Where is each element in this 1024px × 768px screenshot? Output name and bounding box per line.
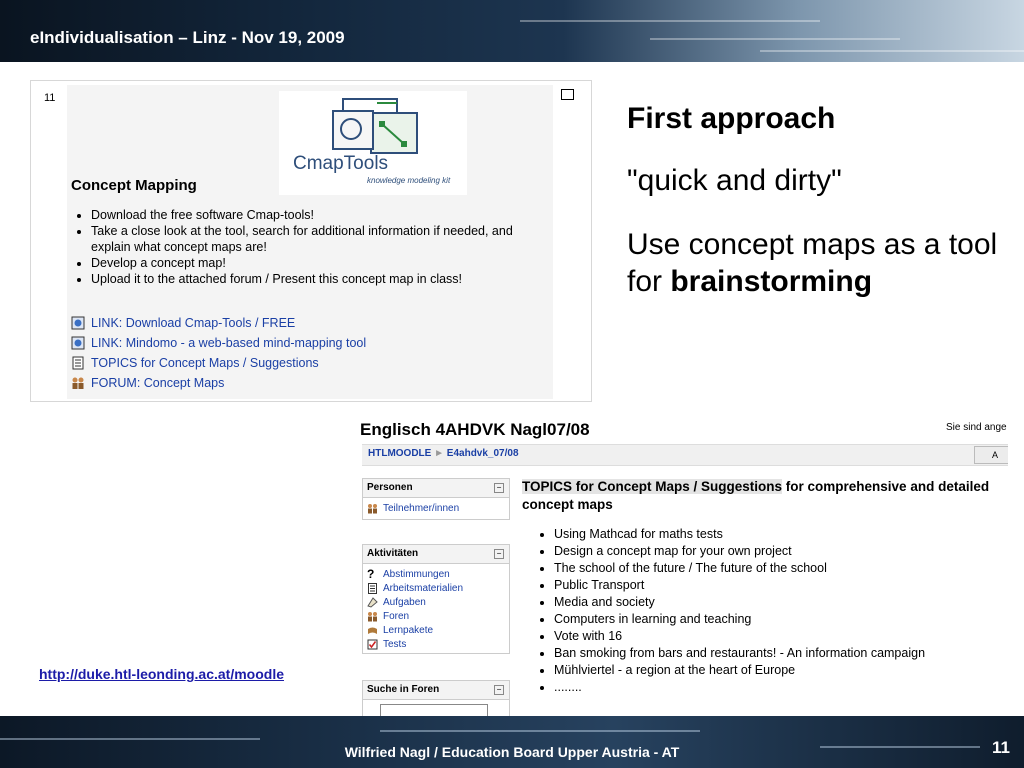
block-item-label: Lernpakete xyxy=(383,624,434,636)
block-personen xyxy=(362,478,510,520)
moodle-url-link[interactable]: http://duke.htl-leonding.ac.at/moodle xyxy=(39,666,284,682)
topics-heading xyxy=(522,478,992,514)
checkbox-icon xyxy=(367,639,378,650)
collapse-icon[interactable]: − xyxy=(494,483,504,493)
breadcrumb xyxy=(368,448,519,459)
link-icon xyxy=(71,316,85,330)
forum-icon xyxy=(71,376,85,390)
block-title: Personen xyxy=(367,482,413,493)
link-label: LINK: Mindomo - a web-based mind-mapping tool xyxy=(91,336,367,350)
breadcrumb-course[interactable]: E4ahdvk_07/08 xyxy=(446,448,519,459)
list-item: • Take a close look at the tool, search for additional information if needed, and explain what concept maps are! xyxy=(91,223,541,255)
block-item-label: Foren xyxy=(383,610,410,622)
people-icon xyxy=(367,503,378,514)
list-item: • Computers in learning and teaching xyxy=(554,611,925,628)
document-icon xyxy=(367,583,378,594)
decor-streak xyxy=(520,20,820,22)
navigation-bar xyxy=(362,444,1008,466)
list-item: • Upload it to the attached forum / Present this concept map in class! xyxy=(91,271,541,287)
block-item-foren[interactable] xyxy=(363,609,509,623)
link-label: LINK: Download Cmap-Tools / FREE xyxy=(91,316,296,330)
block-item-aufgaben[interactable] xyxy=(363,595,509,609)
block-item-arbeitsmaterialien[interactable] xyxy=(363,581,509,595)
decor-streak xyxy=(650,38,900,40)
footer-text: Wilfried Nagl / Education Board Upper Austria - AT xyxy=(344,744,680,760)
list-item: • ........ xyxy=(554,679,925,696)
block-item-lernpakete[interactable] xyxy=(363,623,509,637)
block-header xyxy=(363,681,509,700)
moodle-section-panel xyxy=(30,80,592,402)
block-item-tests[interactable] xyxy=(363,637,509,651)
decor-streak xyxy=(0,738,260,740)
topics-link[interactable]: TOPICS for Concept Maps / Suggestions xyxy=(522,479,783,494)
approach-description-text: Use concept maps as a tool for xyxy=(627,228,998,298)
instruction-list xyxy=(69,207,541,287)
course-title: Englisch 4AHDVK Nagl07/08 xyxy=(360,420,590,439)
list-item: • Using Mathcad for maths tests xyxy=(554,526,925,543)
block-item-label: Abstimmungen xyxy=(383,568,450,580)
link-icon xyxy=(71,336,85,350)
resource-link-forum[interactable] xyxy=(71,373,366,393)
block-items xyxy=(363,564,509,651)
link-label: TOPICS for Concept Maps / Suggestions xyxy=(91,356,319,370)
block-title: Suche in Foren xyxy=(367,684,440,695)
topics-list xyxy=(536,526,925,696)
section-toggle-checkbox[interactable] xyxy=(561,89,574,100)
list-item: • Media and society xyxy=(554,594,925,611)
breadcrumb-separator: ► xyxy=(434,448,445,459)
collapse-icon[interactable]: − xyxy=(494,549,504,559)
block-item-abstimmungen[interactable] xyxy=(363,567,509,581)
list-item: • Develop a concept map! xyxy=(91,255,541,271)
list-item: • Download the free software Cmap-tools! xyxy=(91,207,541,223)
resource-link-topics[interactable] xyxy=(71,353,366,373)
decor-streak xyxy=(380,730,700,732)
logo-title: CmapTools xyxy=(293,153,389,174)
cmaptools-logo xyxy=(279,91,467,195)
approach-description-bold: brainstorming xyxy=(670,265,873,298)
slide-page-number: 11 xyxy=(992,738,1010,757)
list-item: • Vote with 16 xyxy=(554,628,925,645)
block-item-label: Tests xyxy=(383,638,407,650)
block-aktivitaeten xyxy=(362,544,510,654)
block-title: Aktivitäten xyxy=(367,548,419,559)
list-item: • The school of the future / The future of the school xyxy=(554,560,925,577)
block-item-teilnehmer[interactable] xyxy=(363,501,509,515)
collapse-icon[interactable]: − xyxy=(494,685,504,695)
list-item: • Mühlviertel - a region at the heart of Europe xyxy=(554,662,925,679)
list-item: • Ban smoking from bars and restaurants! - An information campaign xyxy=(554,645,925,662)
document-icon xyxy=(71,356,85,370)
approach-heading: First approach xyxy=(627,102,836,135)
block-item-label: Teilnehmer/innen xyxy=(383,502,460,514)
block-item-label: Arbeitsmaterialien xyxy=(383,582,464,594)
list-item: • Public Transport xyxy=(554,577,925,594)
footer-bar xyxy=(0,716,1024,768)
question-icon: ? xyxy=(367,566,375,581)
block-header xyxy=(363,479,509,498)
approach-subheading: "quick and dirty" xyxy=(627,164,842,197)
list-item: • Design a concept map for your own project xyxy=(554,543,925,560)
resource-link-mindomo[interactable] xyxy=(71,333,366,353)
package-icon xyxy=(367,625,378,636)
edit-button[interactable]: A xyxy=(974,446,1008,464)
login-info: Sie sind ange xyxy=(946,422,1007,433)
section-number: 11 xyxy=(44,92,56,104)
block-header xyxy=(363,545,509,564)
block-item-label: Aufgaben xyxy=(383,596,426,608)
topics-heading-text: for comprehensive and detailed concept maps xyxy=(522,479,990,512)
slide-header-title: eIndividualisation – Linz - Nov 19, 2009 xyxy=(30,28,345,47)
logo-subtitle: knowledge modeling kit xyxy=(367,176,451,185)
resource-links xyxy=(71,313,366,393)
moodle-course-panel xyxy=(358,416,1008,718)
section-heading: Concept Mapping xyxy=(71,177,197,194)
link-label: FORUM: Concept Maps xyxy=(91,376,225,390)
cmaptools-logo-graphic xyxy=(279,91,467,195)
forum-icon xyxy=(367,611,378,622)
approach-description xyxy=(627,226,1007,300)
decor-streak xyxy=(760,50,1024,52)
assignment-icon xyxy=(367,597,378,608)
breadcrumb-home[interactable]: HTLMOODLE xyxy=(368,448,432,459)
resource-link-download-cmap[interactable] xyxy=(71,313,366,333)
